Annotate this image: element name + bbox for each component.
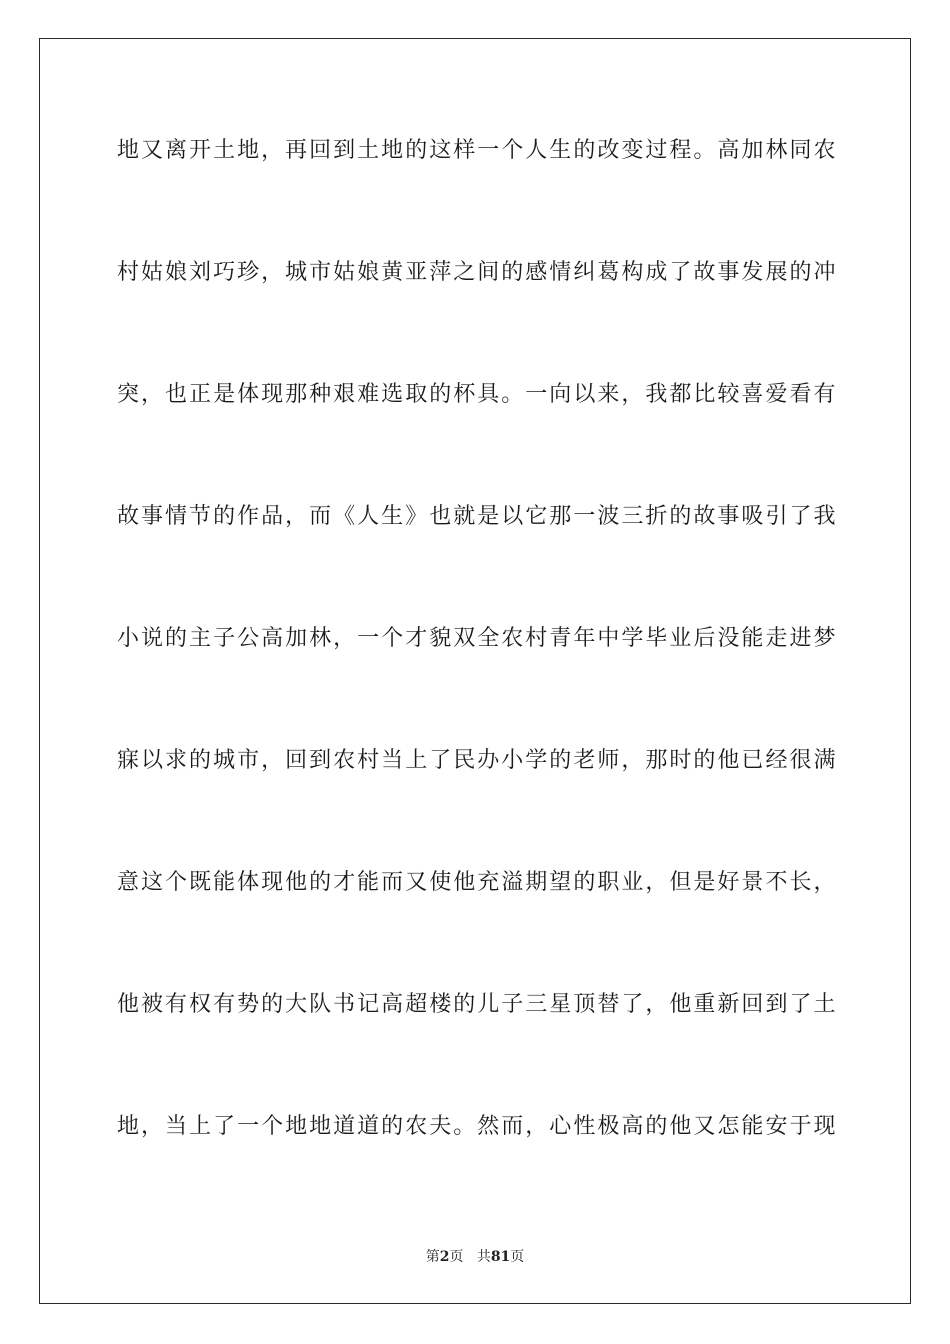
total-pages: 81 [490, 1249, 511, 1265]
text-line: 地又离开土地，再回到土地的这样一个人生的改变过程。高加林同农 [117, 138, 837, 163]
text-line: 故事情节的作品，而《人生》也就是以它那一波三折的故事吸引了我 [117, 504, 837, 529]
text-line: 地，当上了一个地地道道的农夫。然而，心性极高的他又怎能安于现 [117, 1114, 837, 1139]
text-line: 小说的主子公高加林，一个才貌双全农村青年中学毕业后没能走进梦 [117, 626, 837, 651]
text-line: 寐以求的城市，回到农村当上了民办小学的老师，那时的他已经很满 [117, 748, 837, 773]
text-line: 村姑娘刘巧珍，城市姑娘黄亚萍之间的感情纠葛构成了故事发展的冲 [117, 260, 837, 285]
page-suffix: 页 [449, 1249, 464, 1265]
text-line: 突，也正是体现那种艰难选取的杯具。一向以来，我都比较喜爱看有 [117, 382, 837, 407]
page-number: 2 [439, 1249, 450, 1265]
text-line: 他被有权有势的大队书记高超楼的儿子三星顶替了，他重新回到了土 [117, 992, 837, 1017]
page-footer [0, 1247, 950, 1267]
total-prefix: 共 [476, 1249, 491, 1265]
page-prefix: 第 [425, 1249, 440, 1265]
total-suffix: 页 [510, 1249, 525, 1265]
text-line: 意这个既能体现他的才能而又使他充溢期望的职业，但是好景不长， [117, 870, 837, 895]
